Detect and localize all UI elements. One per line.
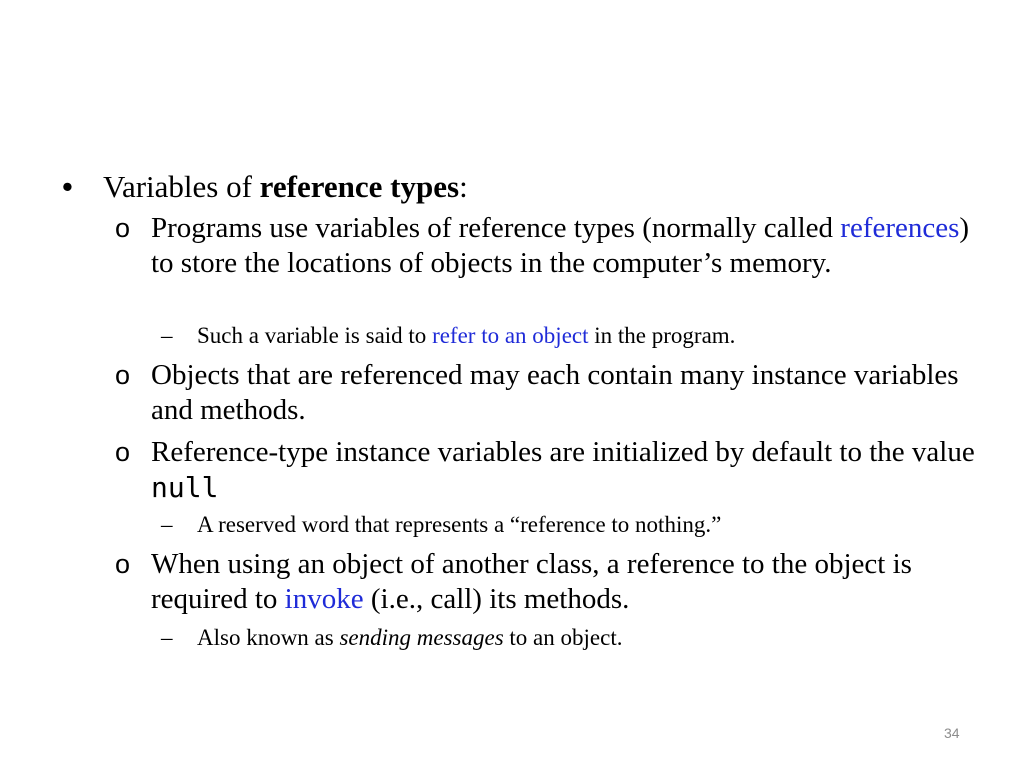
circle-bullet-icon: o [115,360,131,390]
dash-bullet-icon: – [161,625,173,650]
subbullet-text: Programs use variables of reference types (normally called [151,212,841,244]
bold-term: reference types [259,169,460,204]
subsub-text: Also known as [197,625,340,650]
bullet-text-end: : [459,169,468,204]
subbullet-text-end: (i.e., call) its methods. [363,583,630,615]
circle-bullet-icon: o [115,213,131,243]
subsub-refer-to-an-object [197,322,977,350]
highlight-references: references [840,212,960,244]
italic-sending-messages: sending messages [339,625,504,650]
subsub-text-end: in the program. [588,323,736,348]
dash-bullet-icon: – [161,323,173,348]
subsub-sending-messages [197,624,977,652]
subsub-reserved-word: A reserved word that represents a “reference to nothing.” [197,512,722,537]
bullet-text: Variables of [103,169,260,204]
page-number: 34 [944,725,960,741]
subbullet-objects-referenced: Objects that are referenced may each contain many instance variables and methods. [151,359,959,426]
dash-bullet-icon: – [161,512,173,537]
bullet-dot-icon: • [62,169,73,204]
subsub-text: Such a variable is said to [197,323,433,348]
code-null: null [151,471,219,504]
subsub-text-end: to an object. [503,625,623,650]
subbullet-invoke-methods [151,547,986,617]
bullet-variables-of-reference-types [103,169,983,205]
circle-bullet-icon: o [115,437,131,467]
circle-bullet-icon: o [115,549,131,579]
highlight-invoke: invoke [284,583,364,615]
subbullet-text-end: ) to store the locations of objects in the computer’s memory. [151,212,970,279]
subbullet-text: When using an object of another class, a reference to the object is required to [151,548,912,615]
highlight-refer-to-an-object: refer to an object [432,323,589,348]
subbullet-initialized-to-null [151,435,986,506]
subbullet-programs-use-variables [151,211,986,281]
subbullet-text: Reference-type instance variables are initialized by default to the value [151,436,975,468]
